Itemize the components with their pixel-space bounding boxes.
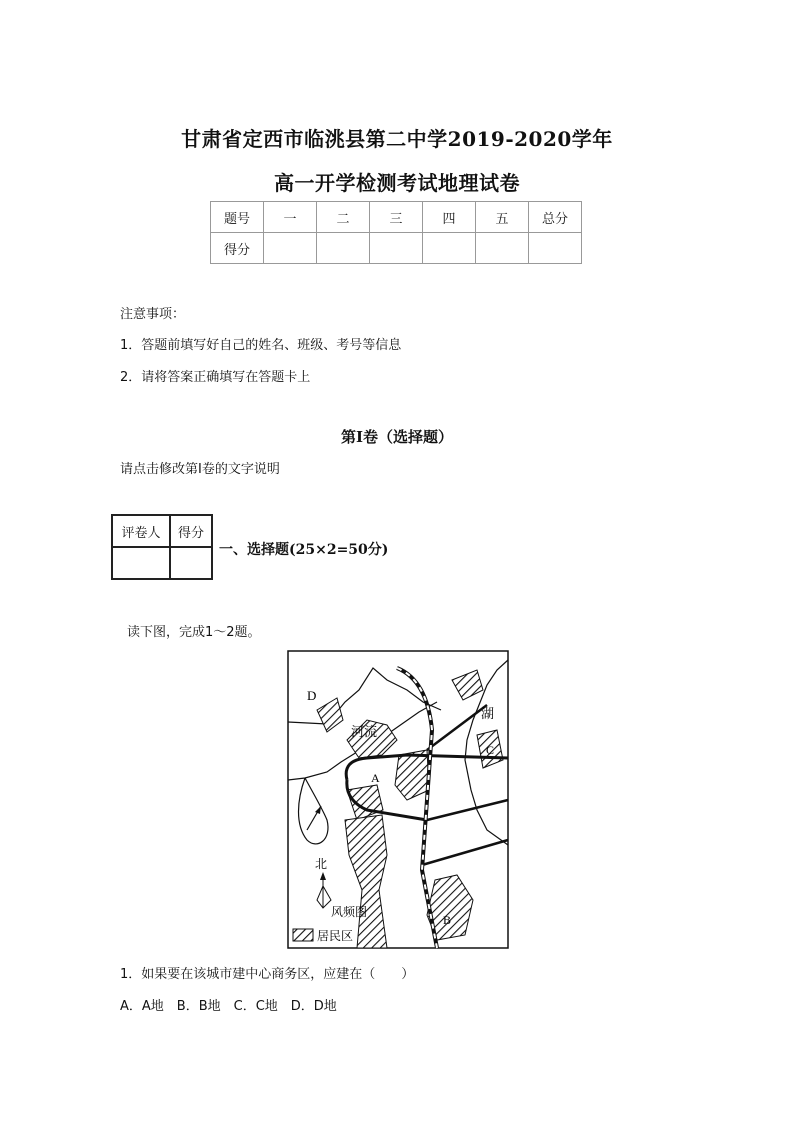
score-row-label: 得分 (211, 233, 264, 264)
score-header-cell: 二 (317, 202, 370, 233)
exam-title-line2: 高一开学检测考试地理试卷 (274, 171, 520, 195)
grader-label: 评卷人 (112, 515, 170, 547)
score-cell[interactable] (423, 233, 476, 264)
label-A: A (371, 771, 380, 785)
grader-box (111, 514, 213, 580)
score-cell[interactable] (317, 233, 370, 264)
label-B: B (443, 913, 452, 927)
score-header-cell: 四 (423, 202, 476, 233)
score-cell[interactable] (370, 233, 423, 264)
score-table-score-row (211, 233, 582, 264)
section-title: 第Ⅰ卷（选择题） (340, 428, 454, 446)
score-header-cell: 五 (476, 202, 529, 233)
question-1-text: 1．如果要在该城市建中心商务区，应建在（ ） (120, 967, 415, 982)
score-cell[interactable] (476, 233, 529, 264)
note-item: 2．请将答案正确填写在答题卡上 (120, 370, 311, 385)
question-instruction: 读下图，完成1～2题。 (127, 625, 261, 640)
notes-title: 注意事项： (120, 307, 186, 322)
question-group-heading: 一、选择题(25×2=50分) (219, 542, 389, 558)
label-river: 河流 (351, 724, 378, 739)
question-1-options: A．A地 B．B地 C．C地 D．D地 (120, 999, 337, 1014)
label-D: D (307, 688, 317, 703)
score-cell[interactable] (264, 233, 317, 264)
score-header-cell: 题号 (211, 202, 264, 233)
score-header-cell: 总分 (529, 202, 582, 233)
legend-swatch (293, 929, 313, 941)
city-map (287, 650, 509, 949)
section-description: 请点击修改第Ⅰ卷的文字说明 (120, 462, 280, 477)
label-lake: 湖 (481, 706, 495, 721)
score-header-cell: 一 (264, 202, 317, 233)
score-table-header-row (211, 202, 582, 233)
label-north: 北 (315, 857, 328, 871)
grader-name-cell[interactable] (112, 547, 170, 579)
grader-score-label: 得分 (170, 515, 212, 547)
grader-score-cell[interactable] (170, 547, 212, 579)
map-frame (288, 651, 508, 948)
label-wind-rose: 风频图 (331, 905, 368, 919)
note-item: 1．答题前填写好自己的姓名、班级、考号等信息 (120, 338, 402, 353)
exam-title-line1: 甘肃省定西市临洮县第二中学2019-2020学年 (181, 127, 613, 151)
legend-label: 居民区 (317, 929, 354, 943)
score-header-cell: 三 (370, 202, 423, 233)
score-cell[interactable] (529, 233, 582, 264)
score-table (210, 201, 582, 264)
label-C: C (486, 743, 495, 757)
